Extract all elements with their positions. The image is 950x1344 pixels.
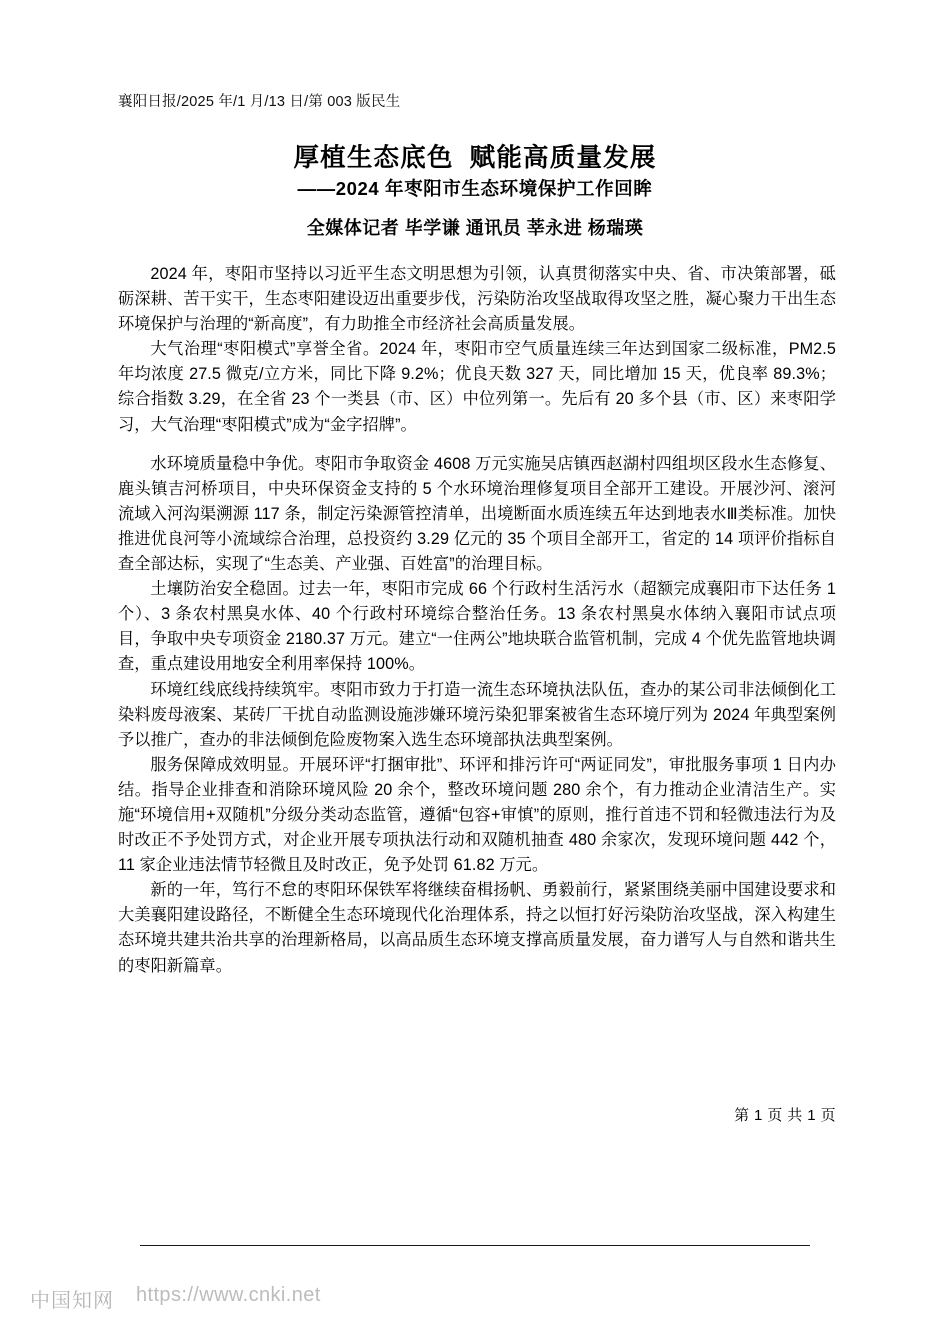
article-body [118,262,836,979]
body-paragraph: 大气治理“枣阳模式”享誉全省。2024 年，枣阳市空气质量连续三年达到国家二级标准，PM2.5 年均浓度 27.5 微克/立方米，同比下降 9.2%；优良天数 327 天，同比增加 15 天，优良率 89.3%；综合指数 3.29，在全省 23 个一类县（市、区）中位列第一。先后有 20 多个县（市、区）来枣阳学习，大气治理“枣阳模式”成为“金字招牌”。 [118,340,836,434]
cnki-url: https://www.cnki.net [136,1284,321,1306]
body-paragraph: 服务保障成效明显。开展环评“打捆审批”、环评和排污许可“两证同发”，审批服务事项 1 日内办结。指导企业排查和消除环境风险 20 余个，整改环境问题 280 余个，有力推动企业清洁生产。实施“环境信用+双随机”分级分类动态监管，遵循“包容+审慎”的原则，推行首违不罚和轻微违法行为及时改正不予处罚方式，对企业开展专项执法行动和双随机抽查 480 余家次，发现环境问题 442 个，11 家企业违法情节轻微且及时改正，免予处罚 61.82 万元。 [118,755,836,875]
article-subtitle: ——2024 年枣阳市生态环境保护工作回眸 [297,178,653,199]
cnki-watermark-bar [0,1272,950,1328]
article-title-part2: 赋能高质量发展 [469,144,657,172]
article-title-part1: 厚植生态底色 [293,144,454,172]
body-paragraph: 新的一年，笃行不怠的枣阳环保铁军将继续奋楫扬帆、勇毅前行，紧紧围绕美丽中国建设要求和大美襄阳建设路径，不断健全生态环境现代化治理体系，持之以恒打好污染防治攻坚战，深入构建生态环境共建共治共享的治理新格局，以高品质生态环境支撑高质量发展，奋力谱写人与自然和谐共生的枣阳新篇章。 [118,881,836,975]
article-byline: 全媒体记者 毕学谦 通讯员 莘永进 杨瑞瑛 [306,218,644,238]
body-paragraph: 土壤防治安全稳固。过去一年，枣阳市完成 66 个行政村生活污水（超额完成襄阳市下达任务 1 个）、3 条农村黑臭水体、40 个行政村环境综合整治任务。13 条农村黑臭水体纳入襄阳市试点项目，争取中央专项资金 2180.37 万元。建立“一住两公”地块联合监管机制，完成 4 个优先监管地块调查，重点建设用地安全利用率保持 100%。 [118,580,836,674]
body-paragraph: 2024 年，枣阳市坚持以习近平生态文明思想为引领，认真贯彻落实中央、省、市决策部署，砥砺深耕、苦干实干，生态枣阳建设迈出重要步伐，污染防治攻坚战取得攻坚之胜，凝心聚力干出生态环境保护与治理的“新高度”，有力助推全市经济社会高质量发展。 [118,265,836,334]
footer-divider [140,1245,810,1246]
body-paragraph: 环境红线底线持续筑牢。枣阳市致力于打造一流生态环境执法队伍，查办的某公司非法倾倒化工染料废母液案、某砖厂干扰自动监测设施涉嫌环境污染犯罪案被省生态环境厅列为 2024 年典型案例予以推广，查办的非法倾倒危险废物案入选生态环境部执法典型案例。 [118,680,836,749]
cnki-logo: 中国知网 [30,1290,114,1312]
publication-source-line: 襄阳日报/2025 年/1 月/13 日/第 003 版民生 [118,94,401,110]
body-paragraph: 水环境质量稳中争优。枣阳市争取资金 4608 万元实施吴店镇西赵湖村四组坝区段水生态修复、鹿头镇吉河桥项目，中央环保资金支持的 5 个水环境治理修复项目全部开工建设。开展沙河、滚河流域入河沟渠溯源 117 条，制定污染源管控清单，出境断面水质连续五年达到地表水Ⅲ类标准。加快推进优良河等小流域综合治理，总投资约 3.29 亿元的 35 个项目全部开工，省定的 14 项评价指标自查全部达标，实现了“生态美、产业强、百姓富”的治理目标。 [118,454,836,574]
article-title [0,138,950,174]
page-number: 第 1 页 共 1 页 [734,1107,836,1124]
